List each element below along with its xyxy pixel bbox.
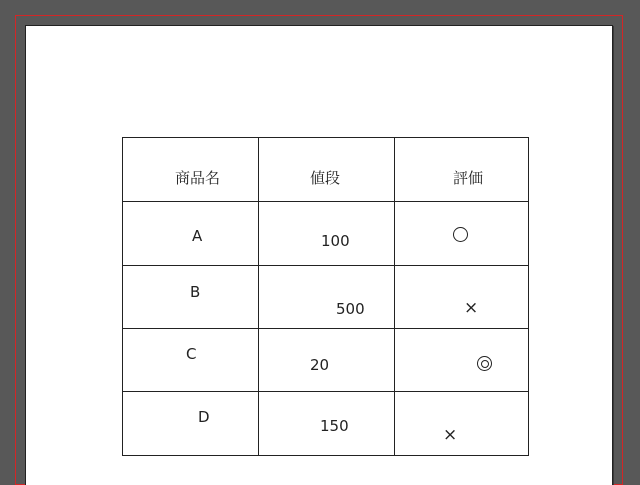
table-row-b-price[interactable]	[259, 266, 395, 329]
cross-icon: ×	[443, 425, 458, 445]
header-price-label: 値段	[310, 169, 341, 187]
table-row-d-price[interactable]	[259, 392, 395, 456]
header-cell-name[interactable]	[123, 138, 259, 202]
cross-icon: ×	[464, 298, 479, 318]
product-price: 150	[320, 417, 349, 435]
header-cell-price[interactable]	[259, 138, 395, 202]
table-row-a-price[interactable]	[259, 202, 395, 266]
table-row-c-rating[interactable]	[395, 329, 529, 392]
table-row-c-price[interactable]	[259, 329, 395, 392]
circle-icon	[453, 227, 468, 242]
product-price: 20	[310, 356, 330, 374]
product-name: A	[192, 227, 203, 245]
table-row-b-rating[interactable]	[395, 266, 529, 329]
table-row-d-rating[interactable]	[395, 392, 529, 456]
product-name: C	[186, 345, 197, 363]
header-cell-rating[interactable]	[395, 138, 529, 202]
product-name: D	[198, 408, 210, 426]
table-row-a-name[interactable]	[123, 202, 259, 266]
header-name-label: 商品名	[175, 169, 221, 187]
table-row-b-name[interactable]	[123, 266, 259, 329]
double-circle-icon	[477, 356, 492, 371]
product-table[interactable]	[122, 137, 529, 456]
table-row-c-name[interactable]	[123, 329, 259, 392]
table-row-a-rating[interactable]	[395, 202, 529, 266]
product-price: 100	[321, 232, 350, 250]
product-price: 500	[336, 300, 365, 318]
product-name: B	[190, 283, 201, 301]
table-row-d-name[interactable]	[123, 392, 259, 456]
header-rating-label: 評価	[453, 169, 484, 187]
double-circle-inner-ring	[481, 360, 489, 368]
